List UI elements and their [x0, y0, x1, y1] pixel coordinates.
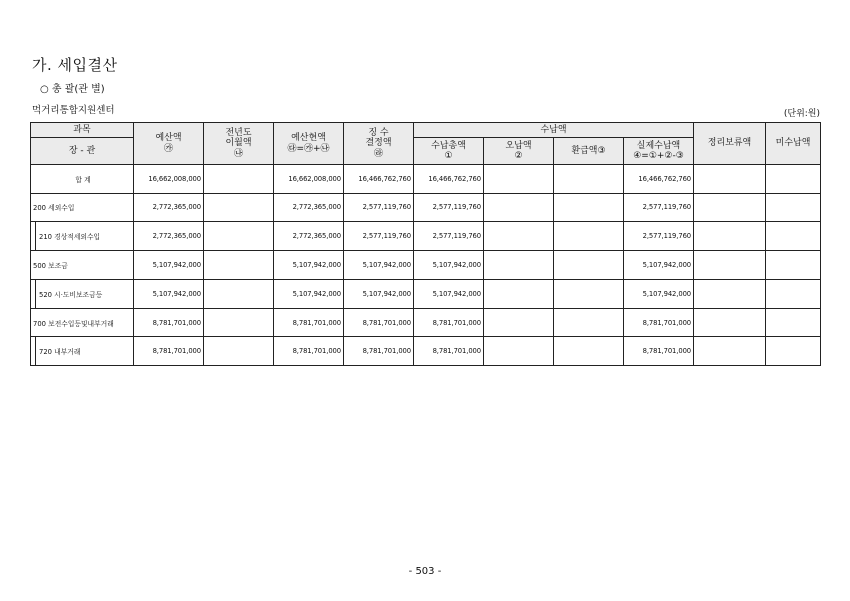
cell-carryover: [204, 222, 274, 251]
row-label-cell: [31, 222, 134, 251]
org-name: 먹거리통합지원센터: [32, 105, 115, 116]
cell-total-receipt: 5,107,942,000: [414, 251, 484, 280]
cell-collection-decision: 5,107,942,000: [344, 251, 414, 280]
cell-carryover: [204, 279, 274, 308]
cell-current-budget: 8,781,701,000: [274, 337, 344, 366]
header-collection-decision-line3: ㉱: [373, 148, 383, 159]
header-overpayment-line1: 오납액: [505, 140, 532, 151]
cell-overpayment: [484, 279, 554, 308]
cell-total-receipt: 16,466,762,760: [414, 165, 484, 194]
cell-current-budget: 5,107,942,000: [274, 251, 344, 280]
row-label-cell: [31, 337, 134, 366]
row-label: 500 보조금: [31, 251, 134, 280]
cell-carryover: [204, 193, 274, 222]
cell-budget: 5,107,942,000: [134, 251, 204, 280]
header-actual-receipt-line1: 실제수납액: [636, 140, 681, 151]
sub-title: ○ 총 괄(관 별): [40, 84, 105, 95]
cell-reserved: [694, 251, 766, 280]
cell-collection-decision: 5,107,942,000: [344, 279, 414, 308]
sub-item-indent: [31, 280, 133, 308]
cell-total-receipt: 8,781,701,000: [414, 337, 484, 366]
header-reserved: 정리보류액: [694, 123, 766, 165]
cell-total-receipt: 5,107,942,000: [414, 279, 484, 308]
cell-current-budget: 8,781,701,000: [274, 308, 344, 337]
header-total-receipt: [414, 138, 484, 165]
cell-refund: [554, 279, 624, 308]
cell-refund: [554, 308, 624, 337]
row-label: 520 시·도비보조금등: [39, 290, 103, 299]
cell-budget: 8,781,701,000: [134, 308, 204, 337]
cell-total-receipt: 2,577,119,760: [414, 222, 484, 251]
sub-item-indent: [31, 222, 133, 250]
cell-unpaid: [766, 279, 821, 308]
header-gwamok: 과목: [31, 123, 134, 138]
header-refund: 환급액③: [554, 138, 624, 165]
cell-actual-receipt: 16,466,762,760: [624, 165, 694, 194]
row-label: 700 보전수입등및내부거래: [31, 308, 134, 337]
header-jang-gwan: 장 - 관: [31, 138, 134, 165]
cell-reserved: [694, 193, 766, 222]
cell-total-receipt: 2,577,119,760: [414, 193, 484, 222]
header-collection-decision-line2: 결정액: [365, 138, 392, 149]
cell-overpayment: [484, 251, 554, 280]
unit-label: (단위:원): [783, 109, 820, 119]
cell-budget: 5,107,942,000: [134, 279, 204, 308]
header-budget: [134, 123, 204, 165]
cell-reserved: [694, 222, 766, 251]
cell-actual-receipt: 5,107,942,000: [624, 251, 694, 280]
cell-refund: [554, 222, 624, 251]
header-carryover-line1: 전년도: [225, 127, 252, 138]
header-overpayment-line2: ②: [514, 151, 523, 161]
cell-carryover: [204, 251, 274, 280]
cell-unpaid: [766, 222, 821, 251]
cell-overpayment: [484, 308, 554, 337]
header-carryover-line3: ㉯: [233, 148, 243, 159]
row-label-cell: [31, 279, 134, 308]
cell-budget: 8,781,701,000: [134, 337, 204, 366]
header-current-budget-line1: 예산현액: [291, 133, 326, 144]
row-label: 합 계: [31, 165, 134, 194]
header-receipt-group: 수납액: [414, 123, 694, 138]
table-row: [31, 251, 821, 280]
header-budget-line2: ㉮: [163, 143, 173, 154]
cell-current-budget: 5,107,942,000: [274, 279, 344, 308]
page-number: - 503 -: [408, 566, 442, 577]
table-row: [31, 308, 821, 337]
cell-unpaid: [766, 193, 821, 222]
cell-current-budget: 16,662,008,000: [274, 165, 344, 194]
sub-item-indent: [31, 337, 133, 365]
table-row: [31, 222, 821, 251]
cell-actual-receipt: 2,577,119,760: [624, 222, 694, 251]
cell-collection-decision: 2,577,119,760: [344, 193, 414, 222]
cell-budget: 16,662,008,000: [134, 165, 204, 194]
table-row-total: [31, 165, 821, 194]
cell-unpaid: [766, 251, 821, 280]
cell-unpaid: [766, 165, 821, 194]
table-row: [31, 193, 821, 222]
cell-total-receipt: 8,781,701,000: [414, 308, 484, 337]
cell-carryover: [204, 165, 274, 194]
cell-refund: [554, 193, 624, 222]
cell-reserved: [694, 308, 766, 337]
header-current-budget-line2: ㉰=㉮+㉯: [287, 143, 330, 154]
cell-budget: 2,772,365,000: [134, 193, 204, 222]
cell-overpayment: [484, 222, 554, 251]
cell-budget: 2,772,365,000: [134, 222, 204, 251]
cell-current-budget: 2,772,365,000: [274, 193, 344, 222]
cell-collection-decision: 8,781,701,000: [344, 308, 414, 337]
cell-overpayment: [484, 193, 554, 222]
cell-carryover: [204, 337, 274, 366]
cell-reserved: [694, 279, 766, 308]
header-carryover-line2: 이월액: [225, 138, 252, 149]
cell-refund: [554, 251, 624, 280]
table-row: [31, 337, 821, 366]
header-current-budget: [274, 123, 344, 165]
header-overpayment: [484, 138, 554, 165]
header-collection-decision-line1: 징 수: [368, 127, 389, 138]
header-total-receipt-line1: 수납총액: [431, 140, 466, 151]
cell-actual-receipt: 2,577,119,760: [624, 193, 694, 222]
cell-reserved: [694, 337, 766, 366]
header-total-receipt-line2: ①: [444, 151, 453, 161]
section-title: 가. 세입결산: [32, 56, 118, 74]
cell-refund: [554, 337, 624, 366]
table-row: [31, 279, 821, 308]
revenue-settlement-table: [30, 122, 821, 366]
cell-collection-decision: 8,781,701,000: [344, 337, 414, 366]
cell-unpaid: [766, 337, 821, 366]
cell-collection-decision: 2,577,119,760: [344, 222, 414, 251]
cell-actual-receipt: 8,781,701,000: [624, 308, 694, 337]
cell-carryover: [204, 308, 274, 337]
row-label: 210 경상적세외수입: [39, 233, 101, 242]
cell-unpaid: [766, 308, 821, 337]
row-label: 720 내부거래: [39, 348, 81, 357]
header-carryover: [204, 123, 274, 165]
row-label: 200 세외수입: [31, 193, 134, 222]
header-collection-decision: [344, 123, 414, 165]
cell-collection-decision: 16,466,762,760: [344, 165, 414, 194]
header-actual-receipt-line2: ④=①+②-③: [633, 151, 684, 161]
cell-current-budget: 2,772,365,000: [274, 222, 344, 251]
cell-refund: [554, 165, 624, 194]
cell-reserved: [694, 165, 766, 194]
cell-overpayment: [484, 165, 554, 194]
cell-actual-receipt: 8,781,701,000: [624, 337, 694, 366]
header-unpaid: 미수납액: [766, 123, 821, 165]
header-budget-line1: 예산액: [155, 133, 182, 144]
cell-overpayment: [484, 337, 554, 366]
cell-actual-receipt: 5,107,942,000: [624, 279, 694, 308]
header-actual-receipt: [624, 138, 694, 165]
